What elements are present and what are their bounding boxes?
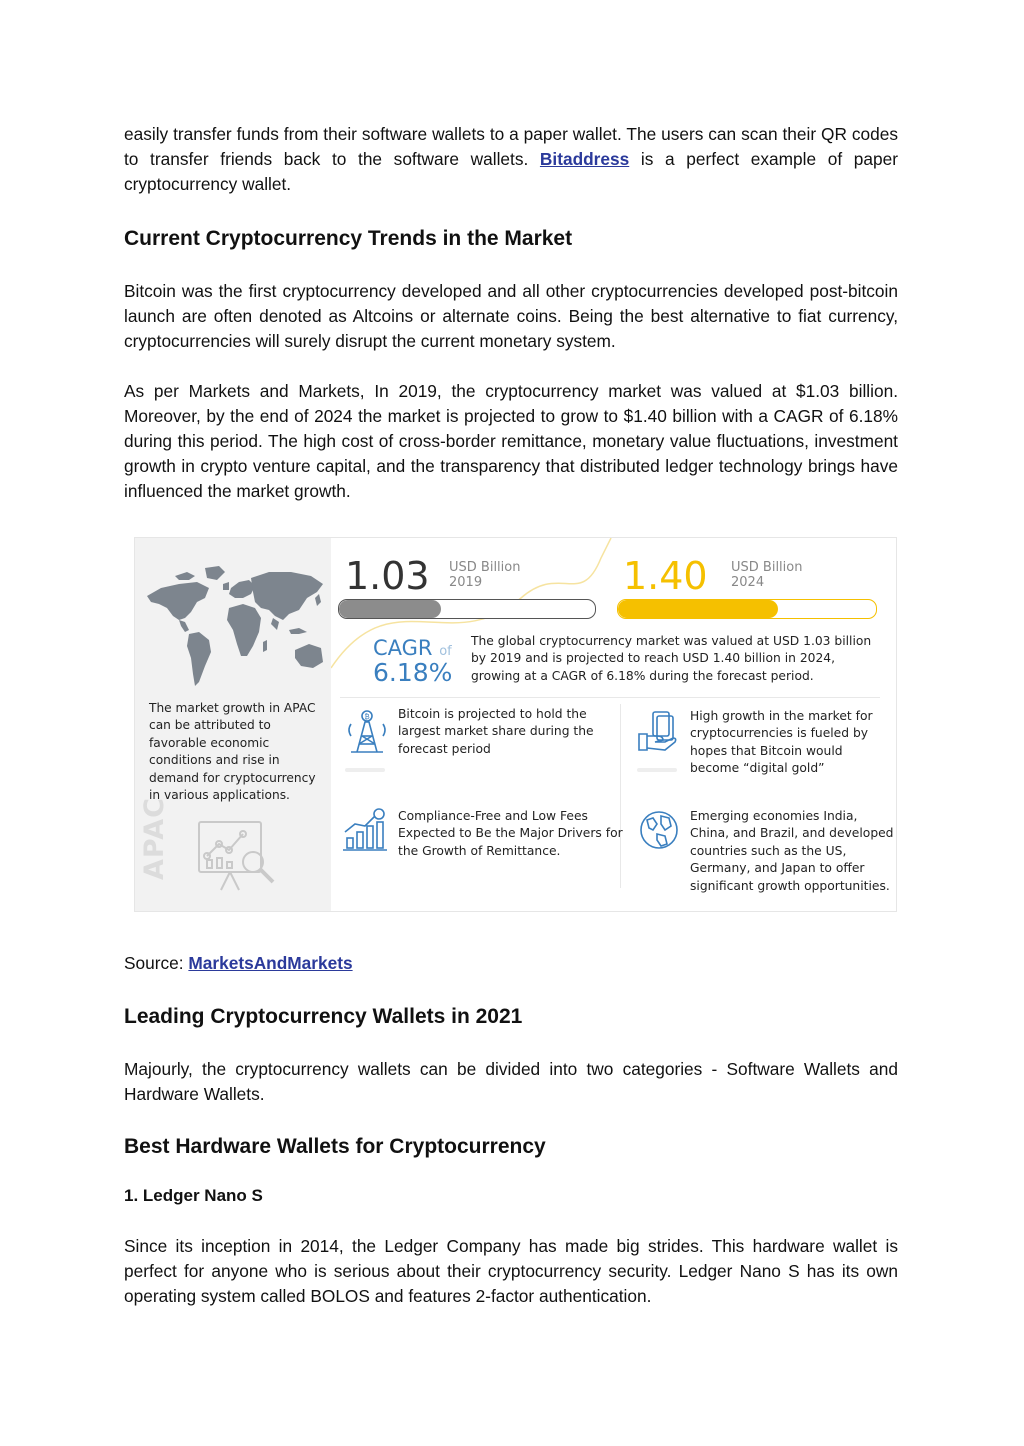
analytics-board-icon xyxy=(193,816,283,896)
cagr-value: 6.18% xyxy=(373,658,453,687)
divider xyxy=(340,697,880,698)
feature-2-text: High growth in the market for cryptocurrencies is fueled by hopes that Bitcoin would become “digital gold” xyxy=(690,709,873,776)
hardware-heading: Best Hardware Wallets for Cryptocurrency xyxy=(124,1135,546,1158)
apac-description: The market growth in APAC can be attributed to favorable economic conditions and rise in demand for cryptocurrency in various applications. xyxy=(149,701,316,803)
cagr-label-text: CAGR xyxy=(373,636,433,660)
value-2024: 1.40 xyxy=(623,554,708,598)
intro-paragraph xyxy=(124,122,898,197)
bar-2024 xyxy=(617,599,877,619)
source-line xyxy=(124,951,898,976)
feature-1-text: Bitcoin is projected to hold the largest market share during the forecast period xyxy=(398,707,594,756)
cagr-of-text: of xyxy=(439,644,452,659)
feature-1-shadow xyxy=(345,768,385,772)
unit-2019: USD Billion xyxy=(449,560,521,575)
intro-text-end: is a perfect example of paper cryptocurrency wallet. xyxy=(124,149,898,194)
svg-text:₿: ₿ xyxy=(364,713,370,721)
wallets-paragraph: Majourly, the cryptocurrency wallets can be divided into two categories - Software Wallets and Hardware Wallets. xyxy=(124,1059,898,1104)
bitaddress-link[interactable]: Bitaddress xyxy=(539,149,630,169)
world-map-icon xyxy=(139,558,329,698)
bar-2019-fill xyxy=(339,600,441,618)
apac-label: APAC xyxy=(139,797,170,880)
marketsandmarkets-link[interactable]: MarketsAndMarkets xyxy=(188,953,353,973)
bar-2024-fill xyxy=(618,600,778,618)
wallets-heading: Leading Cryptocurrency Wallets in 2021 xyxy=(124,1005,523,1028)
trends-paragraph-2: As per Markets and Markets, In 2019, the cryptocurrency market was valued at $1.03 billion. Moreover, by the end of 2024 the market is projected to grow to $1.40 billion with a CAGR of 6.18% during this period. The high cost of cross-border remittance, monetary value fluctuations, investment growth in crypto venture capital, and the transparency that distributed ledger technology brings have influenced the market growth. xyxy=(124,381,898,501)
trends-paragraph-1: Bitcoin was the first cryptocurrency developed and all other cryptocurrencies developed post-bitcoin launch are often denoted as Altcoins or alternate coins. Being the best alternative to fiat currency, cryptocurrencies will surely disrupt the current monetary system. xyxy=(124,281,898,351)
ledger-nano-s-title: 1. Ledger Nano S xyxy=(124,1186,263,1205)
feature-2-shadow xyxy=(637,768,677,772)
intro-text: easily transfer funds from their software wallets to a paper wallet. The users can scan their QR codes to transfer friends back to the software wallets. xyxy=(124,124,898,169)
globe-icon xyxy=(635,806,683,854)
value-2019: 1.03 xyxy=(345,554,430,598)
year-2019: 2019 xyxy=(449,575,483,590)
apac-panel xyxy=(135,538,331,911)
bitcoin-tower-icon xyxy=(343,708,391,756)
feature-4-text: Emerging economies India, China, and Brazil, and developed countries such as the US, Germany, and Japan to offer significant growth opportunities. xyxy=(690,809,894,893)
source-label: Source: xyxy=(124,953,184,973)
bar-2019 xyxy=(338,599,596,619)
cagr-description: The global cryptocurrency market was valued at USD 1.03 billion by 2019 and is projected to reach USD 1.40 billion in 2024, growing at a CAGR of 6.18% during the forecast period. xyxy=(471,634,872,683)
divider-vertical xyxy=(620,704,621,888)
year-2024: 2024 xyxy=(731,575,765,590)
money-hand-icon xyxy=(635,708,683,756)
trends-heading: Current Cryptocurrency Trends in the Market xyxy=(124,227,573,250)
growth-chart-icon xyxy=(341,806,389,854)
feature-3-text: Compliance-Free and Low Fees Expected to Be the Major Drivers for the Growth of Remittance. xyxy=(398,809,623,858)
market-infographic xyxy=(134,537,897,912)
ledger-nano-s-paragraph: Since its inception in 2014, the Ledger Company has made big strides. This hardware wallet is perfect for anyone who is serious about their cryptocurrency security. Ledger Nano S has its own operating system called BOLOS and features 2-factor authentication. xyxy=(124,1236,898,1306)
unit-2024: USD Billion xyxy=(731,560,803,575)
